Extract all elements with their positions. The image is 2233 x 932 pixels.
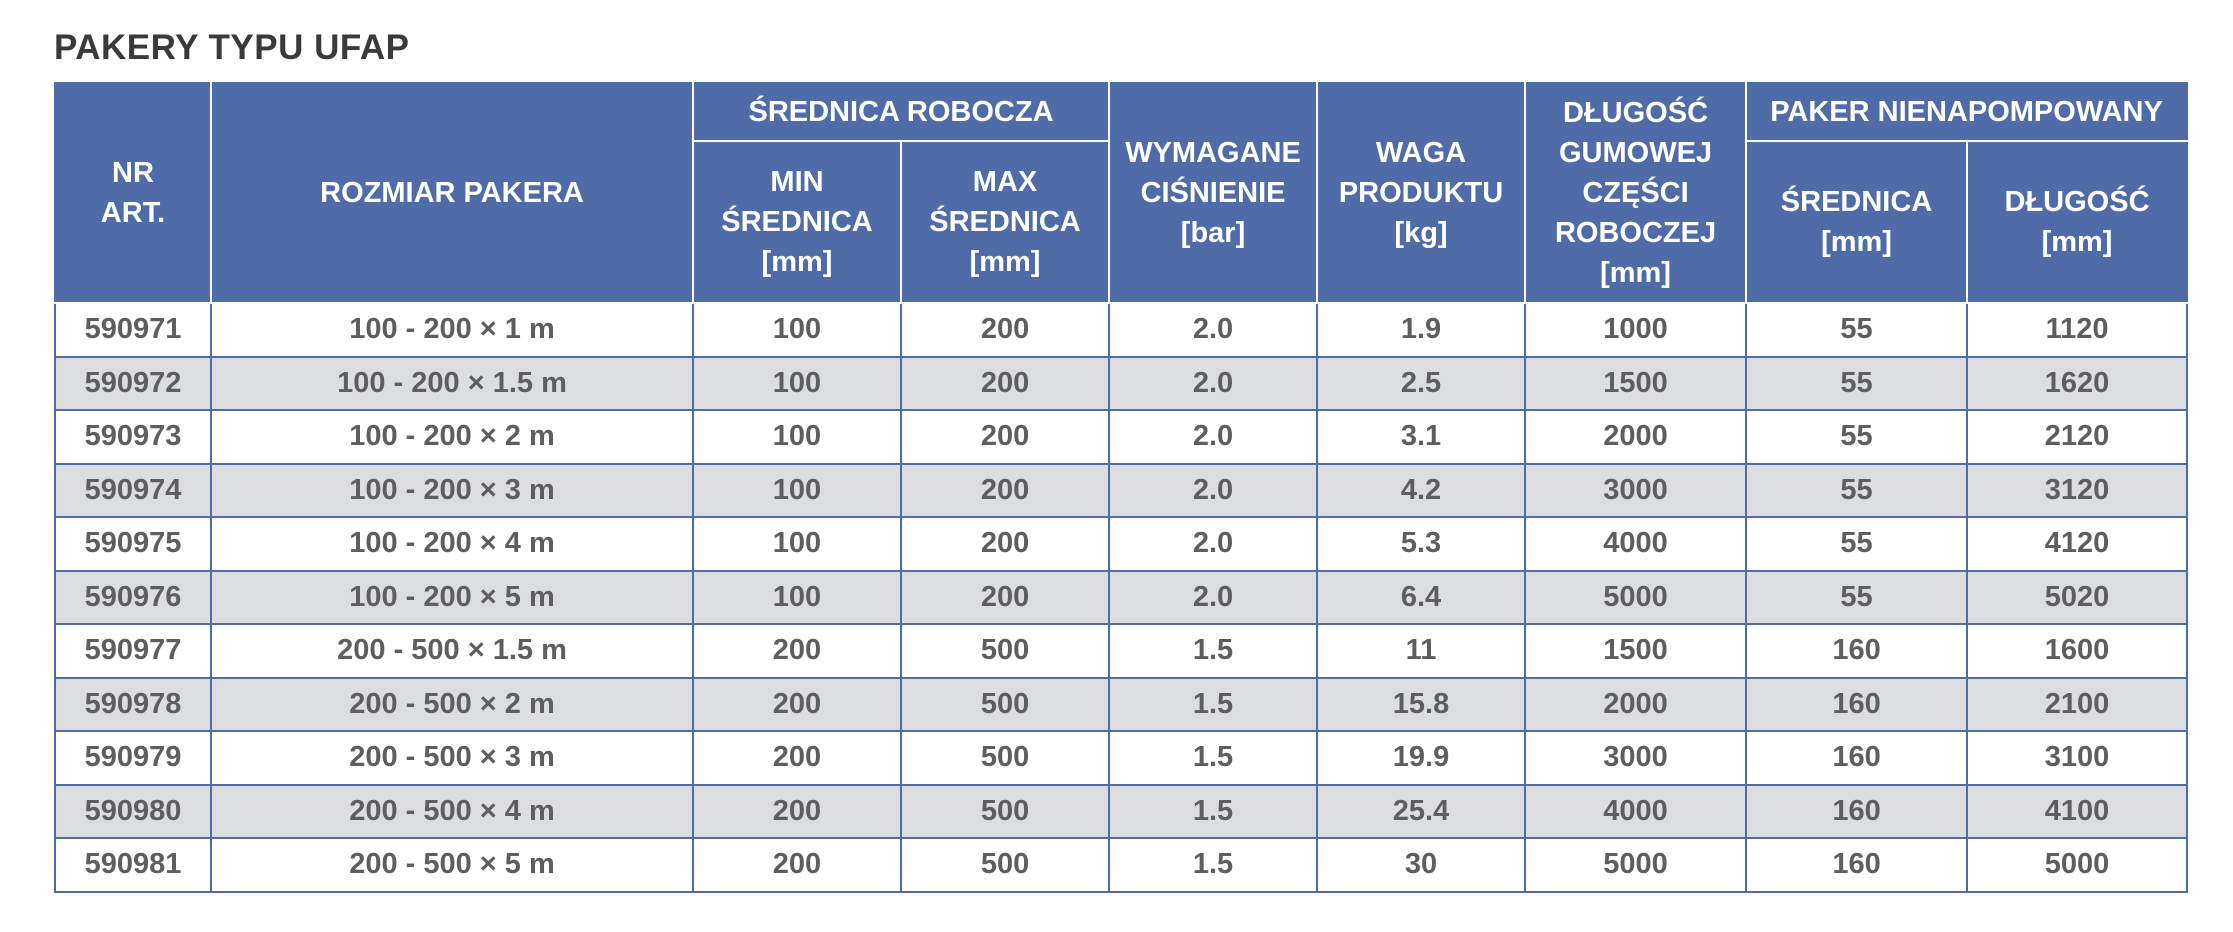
cell-max-srednica: 200 (901, 357, 1109, 411)
cell-srednica: 160 (1746, 838, 1967, 892)
cell-dlugosc-gumowej: 2000 (1525, 678, 1746, 732)
cell-min-srednica: 200 (693, 678, 901, 732)
cell-nr-art: 590981 (55, 838, 211, 892)
cell-dlugosc: 3100 (1967, 731, 2187, 785)
cell-cisnienie: 2.0 (1109, 571, 1317, 625)
table-row (55, 357, 2187, 411)
cell-dlugosc-gumowej: 5000 (1525, 838, 1746, 892)
cell-rozmiar: 100 - 200 × 4 m (211, 517, 693, 571)
cell-rozmiar: 200 - 500 × 4 m (211, 785, 693, 839)
header-dlugosc: DŁUGOŚĆ [mm] (1967, 141, 2187, 303)
table-row (55, 571, 2187, 625)
header-rozmiar-pakera: ROZMIAR PAKERA (211, 83, 693, 303)
header-dlugosc-gumowej: DŁUGOŚĆ GUMOWEJ CZĘŚCI ROBOCZEJ [mm] (1525, 83, 1746, 303)
cell-nr-art: 590972 (55, 357, 211, 411)
table-row (55, 731, 2187, 785)
cell-rozmiar: 100 - 200 × 1.5 m (211, 357, 693, 411)
header-min-srednica: MIN ŚREDNICA [mm] (693, 141, 901, 303)
cell-dlugosc-gumowej: 1500 (1525, 624, 1746, 678)
cell-max-srednica: 500 (901, 785, 1109, 839)
cell-rozmiar: 200 - 500 × 5 m (211, 838, 693, 892)
cell-waga: 6.4 (1317, 571, 1525, 625)
cell-max-srednica: 200 (901, 517, 1109, 571)
cell-dlugosc-gumowej: 3000 (1525, 464, 1746, 518)
cell-dlugosc: 3120 (1967, 464, 2187, 518)
cell-dlugosc-gumowej: 2000 (1525, 410, 1746, 464)
cell-min-srednica: 100 (693, 517, 901, 571)
table-row (55, 464, 2187, 518)
cell-waga: 4.2 (1317, 464, 1525, 518)
cell-nr-art: 590977 (55, 624, 211, 678)
cell-nr-art: 590974 (55, 464, 211, 518)
cell-cisnienie: 1.5 (1109, 624, 1317, 678)
cell-srednica: 160 (1746, 624, 1967, 678)
table-row (55, 624, 2187, 678)
cell-dlugosc-gumowej: 1500 (1525, 357, 1746, 411)
header-waga-produktu: WAGA PRODUKTU [kg] (1317, 83, 1525, 303)
cell-cisnienie: 1.5 (1109, 731, 1317, 785)
cell-max-srednica: 200 (901, 410, 1109, 464)
cell-cisnienie: 1.5 (1109, 785, 1317, 839)
table-body (55, 303, 2187, 892)
cell-waga: 1.9 (1317, 303, 1525, 357)
cell-waga: 5.3 (1317, 517, 1525, 571)
cell-max-srednica: 500 (901, 838, 1109, 892)
table-row (55, 785, 2187, 839)
table-row (55, 838, 2187, 892)
cell-rozmiar: 100 - 200 × 1 m (211, 303, 693, 357)
cell-dlugosc: 5020 (1967, 571, 2187, 625)
header-wymagane-cisnienie: WYMAGANE CIŚNIENIE [bar] (1109, 83, 1317, 303)
cell-waga: 2.5 (1317, 357, 1525, 411)
cell-max-srednica: 200 (901, 464, 1109, 518)
cell-rozmiar: 200 - 500 × 1.5 m (211, 624, 693, 678)
cell-srednica: 55 (1746, 517, 1967, 571)
cell-dlugosc-gumowej: 3000 (1525, 731, 1746, 785)
cell-min-srednica: 100 (693, 357, 901, 411)
header-max-srednica: MAX ŚREDNICA [mm] (901, 141, 1109, 303)
cell-cisnienie: 2.0 (1109, 357, 1317, 411)
cell-nr-art: 590971 (55, 303, 211, 357)
page-title: PAKERY TYPU UFAP (54, 28, 410, 67)
cell-rozmiar: 100 - 200 × 3 m (211, 464, 693, 518)
packer-spec-table (54, 82, 2188, 893)
cell-max-srednica: 500 (901, 731, 1109, 785)
table-row (55, 678, 2187, 732)
cell-dlugosc-gumowej: 4000 (1525, 517, 1746, 571)
cell-srednica: 55 (1746, 571, 1967, 625)
cell-dlugosc-gumowej: 4000 (1525, 785, 1746, 839)
cell-cisnienie: 2.0 (1109, 464, 1317, 518)
cell-nr-art: 590980 (55, 785, 211, 839)
cell-dlugosc: 2120 (1967, 410, 2187, 464)
cell-rozmiar: 100 - 200 × 5 m (211, 571, 693, 625)
cell-nr-art: 590973 (55, 410, 211, 464)
cell-dlugosc: 1600 (1967, 624, 2187, 678)
table-header (55, 83, 2187, 303)
cell-max-srednica: 200 (901, 303, 1109, 357)
cell-min-srednica: 200 (693, 838, 901, 892)
cell-dlugosc: 4100 (1967, 785, 2187, 839)
cell-dlugosc: 1620 (1967, 357, 2187, 411)
cell-min-srednica: 100 (693, 410, 901, 464)
cell-max-srednica: 500 (901, 624, 1109, 678)
cell-dlugosc: 1120 (1967, 303, 2187, 357)
header-nr-art: NR ART. (55, 83, 211, 303)
cell-max-srednica: 200 (901, 571, 1109, 625)
cell-waga: 15.8 (1317, 678, 1525, 732)
cell-min-srednica: 200 (693, 731, 901, 785)
cell-rozmiar: 200 - 500 × 3 m (211, 731, 693, 785)
cell-max-srednica: 500 (901, 678, 1109, 732)
header-srednica-robocza: ŚREDNICA ROBOCZA (693, 83, 1109, 141)
cell-nr-art: 590975 (55, 517, 211, 571)
cell-dlugosc-gumowej: 5000 (1525, 571, 1746, 625)
cell-min-srednica: 100 (693, 571, 901, 625)
cell-dlugosc: 2100 (1967, 678, 2187, 732)
cell-min-srednica: 100 (693, 464, 901, 518)
cell-srednica: 160 (1746, 731, 1967, 785)
cell-srednica: 160 (1746, 785, 1967, 839)
table-row (55, 410, 2187, 464)
cell-srednica: 55 (1746, 410, 1967, 464)
cell-nr-art: 590978 (55, 678, 211, 732)
cell-cisnienie: 2.0 (1109, 303, 1317, 357)
cell-waga: 19.9 (1317, 731, 1525, 785)
cell-waga: 30 (1317, 838, 1525, 892)
cell-waga: 3.1 (1317, 410, 1525, 464)
cell-min-srednica: 200 (693, 785, 901, 839)
cell-min-srednica: 100 (693, 303, 901, 357)
cell-waga: 11 (1317, 624, 1525, 678)
cell-dlugosc: 5000 (1967, 838, 2187, 892)
cell-min-srednica: 200 (693, 624, 901, 678)
cell-cisnienie: 2.0 (1109, 517, 1317, 571)
cell-rozmiar: 200 - 500 × 2 m (211, 678, 693, 732)
cell-dlugosc: 4120 (1967, 517, 2187, 571)
cell-rozmiar: 100 - 200 × 2 m (211, 410, 693, 464)
cell-waga: 25.4 (1317, 785, 1525, 839)
cell-srednica: 55 (1746, 303, 1967, 357)
cell-dlugosc-gumowej: 1000 (1525, 303, 1746, 357)
header-paker-nienapompowany: PAKER NIENAPOMPOWANY (1746, 83, 2187, 141)
cell-srednica: 55 (1746, 464, 1967, 518)
cell-srednica: 55 (1746, 357, 1967, 411)
header-srednica: ŚREDNICA [mm] (1746, 141, 1967, 303)
cell-nr-art: 590979 (55, 731, 211, 785)
cell-nr-art: 590976 (55, 571, 211, 625)
cell-cisnienie: 1.5 (1109, 838, 1317, 892)
table-row (55, 517, 2187, 571)
table-row (55, 303, 2187, 357)
cell-cisnienie: 2.0 (1109, 410, 1317, 464)
cell-srednica: 160 (1746, 678, 1967, 732)
cell-cisnienie: 1.5 (1109, 678, 1317, 732)
